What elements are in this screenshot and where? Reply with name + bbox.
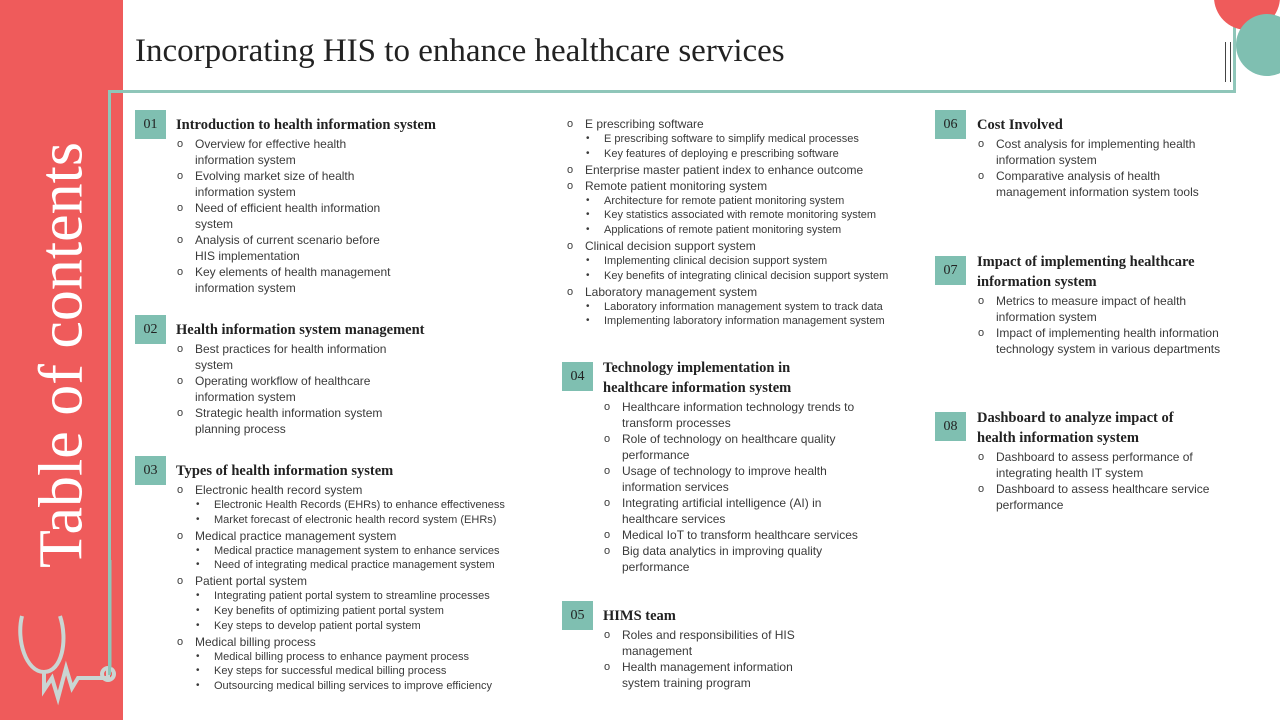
list-item: o Need of efficient health information system (176, 200, 395, 232)
sub-list-item: • E prescribing software to simplify medical processes (566, 132, 926, 147)
page-title: Incorporating HIS to enhance healthcare services (135, 33, 785, 69)
list-item: o Analysis of current scenario before HIS implementation (176, 232, 395, 264)
section-07 (977, 252, 1257, 357)
list-item: o Integrating artificial intelligence (AI) in healthcare services (603, 495, 862, 527)
section-number-04: 04 (562, 362, 593, 391)
sub-list-item: • Architecture for remote patient monitoring system (566, 194, 926, 209)
item-list (977, 136, 1247, 200)
section-title: Cost Involved (977, 117, 1063, 133)
list-item: o Comparative analysis of health management information system tools (977, 168, 1226, 200)
sidebar (0, 0, 123, 720)
section-03-continued (566, 116, 926, 329)
section-number-07: 07 (935, 256, 966, 285)
sub-list-item: • Medical billing process to enhance payment process (176, 650, 556, 665)
frame-left-line (108, 90, 111, 675)
item-list (176, 136, 476, 296)
item-list (176, 341, 476, 437)
item-list (977, 293, 1257, 357)
sub-list-item: • Medical practice management system to enhance services (176, 544, 556, 559)
section-title: Types of health information system (176, 463, 394, 479)
list-item: o Operating workflow of healthcare information system (176, 373, 425, 405)
section-08 (977, 408, 1247, 513)
list-item: o E prescribing software (566, 116, 925, 132)
section-title: Introduction to health information system (176, 117, 436, 133)
sub-list-item: • Implementing clinical decision support system (566, 254, 926, 269)
list-item: o Healthcare information technology trends to transform processes (603, 399, 862, 431)
list-item: o Remote patient monitoring system (566, 178, 925, 194)
sub-list-item: • Laboratory information management system to track data (566, 300, 926, 315)
decor-line (1225, 42, 1226, 82)
section-number-05: 05 (562, 601, 593, 630)
section-03 (176, 461, 556, 694)
sub-list-item: • Outsourcing medical billing services to improve efficiency (176, 679, 556, 694)
list-item: o Key elements of health management information system (176, 264, 395, 296)
list-item: o Big data analytics in improving quality performance (603, 543, 862, 575)
list-item: o Cost analysis for implementing health information system (977, 136, 1226, 168)
section-number-02: 02 (135, 315, 166, 344)
section-title: Health information system management (176, 322, 425, 338)
section-number-03: 03 (135, 456, 166, 485)
sub-list-item: • Key statistics associated with remote monitoring system (566, 208, 926, 223)
list-item: o Metrics to measure impact of health information system (977, 293, 1231, 325)
section-05 (603, 606, 903, 691)
section-02 (176, 320, 476, 437)
list-item: o Best practices for health information system (176, 341, 425, 373)
list-item: o Evolving market size of health information system (176, 168, 395, 200)
sub-list-item: • Integrating patient portal system to streamline processes (176, 589, 556, 604)
section-06 (977, 115, 1247, 200)
list-item: o Medical billing process (176, 634, 425, 650)
sub-list-item: • Market forecast of electronic health record system (EHRs) (176, 513, 556, 528)
sub-list-item: • Key steps to develop patient portal system (176, 619, 556, 634)
item-list (603, 399, 903, 575)
list-item: o Medical IoT to transform healthcare services (603, 527, 862, 543)
list-item: o Electronic health record system (176, 482, 425, 498)
list-item: o Role of technology on healthcare quality performance (603, 431, 862, 463)
list-item: o Health management information system training program (603, 659, 812, 691)
sub-list-item: • Key benefits of integrating clinical decision support system (566, 269, 926, 284)
item-list (603, 627, 903, 691)
list-item: o Clinical decision support system (566, 238, 925, 254)
item-list (977, 449, 1247, 513)
section-title: Impact of implementing healthcare information system (977, 254, 1195, 290)
section-title: Dashboard to analyze impact of health information system (977, 410, 1174, 446)
section-number-06: 06 (935, 110, 966, 139)
section-01 (176, 115, 476, 296)
section-title: Technology implementation in healthcare information system (603, 360, 792, 396)
sub-list-item: • Electronic Health Records (EHRs) to enhance effectiveness (176, 498, 556, 513)
list-item: o Patient portal system (176, 573, 425, 589)
section-04 (603, 358, 903, 575)
item-list (176, 482, 556, 694)
list-item: o Strategic health information system planning process (176, 405, 425, 437)
sub-list-item: • Implementing laboratory information management system (566, 314, 926, 329)
list-item: o Enterprise master patient index to enhance outcome (566, 162, 925, 178)
stethoscope-icon (0, 560, 150, 720)
list-item: o Overview for effective health information system (176, 136, 395, 168)
list-item: o Dashboard to assess healthcare service performance (977, 481, 1216, 513)
frame-top-line (108, 90, 1236, 93)
sub-list-item: • Key benefits of optimizing patient portal system (176, 604, 556, 619)
sub-list-item: • Applications of remote patient monitoring system (566, 223, 926, 238)
sub-list-item: • Need of integrating medical practice management system (176, 558, 556, 573)
section-number-01: 01 (135, 110, 166, 139)
section-number-08: 08 (935, 412, 966, 441)
list-item: o Impact of implementing health information technology system in various departments (977, 325, 1231, 357)
decor-line (1230, 42, 1231, 82)
sub-list-item: • Key features of deploying e prescribing software (566, 147, 926, 162)
section-title: HIMS team (603, 608, 676, 624)
list-item: o Medical practice management system (176, 528, 425, 544)
sub-list-item: • Key steps for successful medical billing process (176, 664, 556, 679)
list-item: o Usage of technology to improve health information services (603, 463, 862, 495)
table-of-contents-title: Table of contents (27, 141, 96, 569)
list-item: o Dashboard to assess performance of integrating health IT system (977, 449, 1216, 481)
list-item: o Roles and responsibilities of HIS management (603, 627, 812, 659)
list-item: o Laboratory management system (566, 284, 925, 300)
item-list (566, 116, 926, 329)
